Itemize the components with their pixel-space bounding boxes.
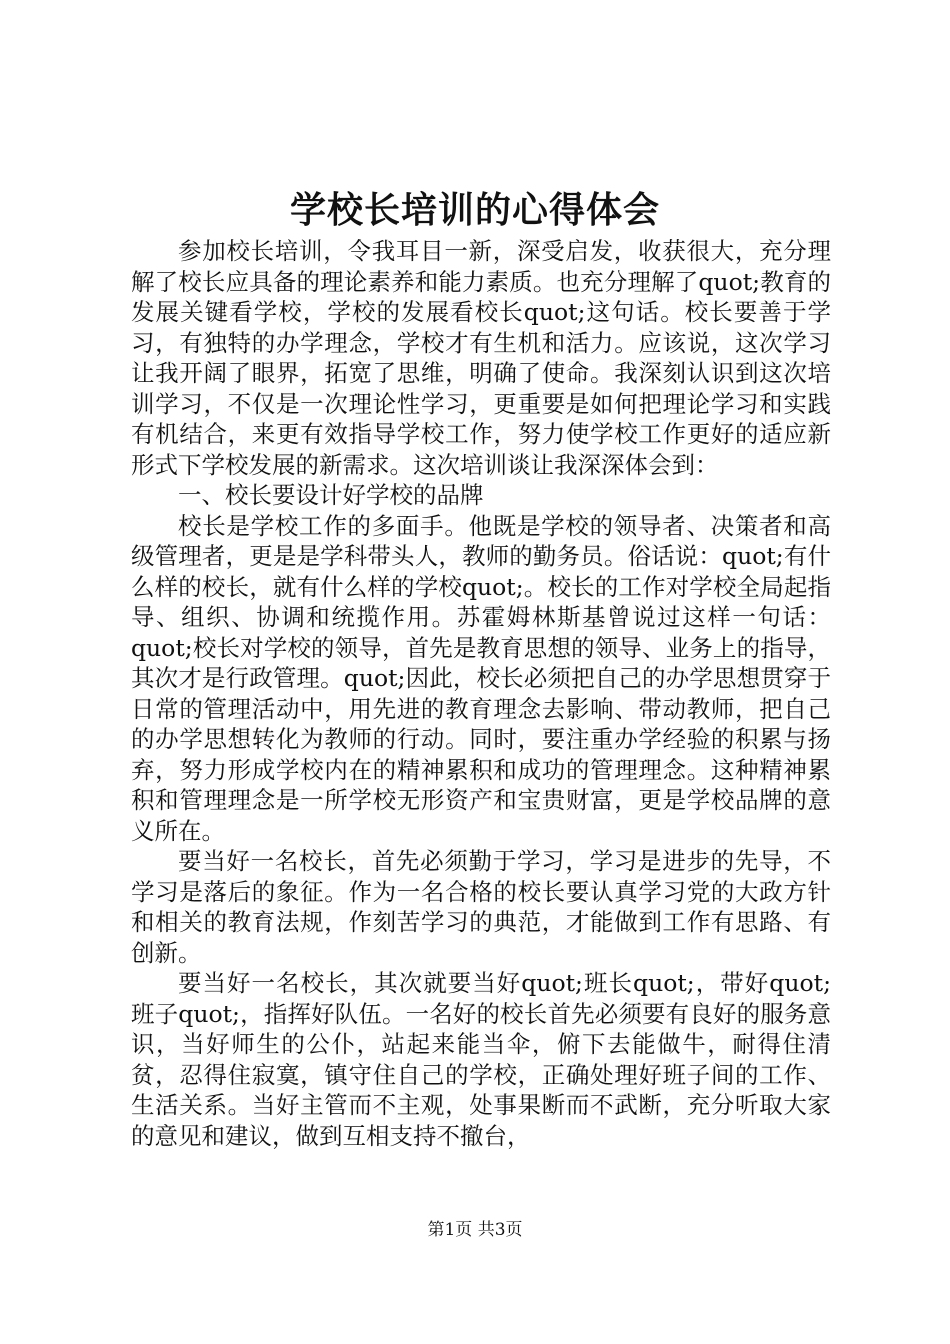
document-title: 学校长培训的心得体会	[289, 189, 660, 231]
paragraph-team-leader: 要当好一名校长，其次就要当好quot;班长quot;，带好quot;班子quot;，指挥好队伍。一名好的校长首先必须要有良好的服务意识，当好师生的公仆，站起来能当伞，俯下去能做牛，耐得住清贫，忍得住寂寞，镇守住自己的学校，正确处理好班子间的工作、生活关系。当好主管而不主观，处事果断而不武断，充分听取大家的意见和建议，做到互相支持不撤台，	[131, 969, 831, 1150]
page-number-footer: 第1页 共3页	[427, 1220, 523, 1240]
document-body	[131, 236, 831, 1151]
paragraph-learning: 要当好一名校长，首先必须勤于学习，学习是进步的先导，不学习是落后的象征。作为一名合格的校长要认真学习党的大政方针和相关的教育法规，作刻苦学习的典范，才能做到工作有思路、有创新。	[131, 847, 831, 967]
paragraph-principal-role: 校长是学校工作的多面手。他既是学校的领导者、决策者和高级管理者，更是是学科带头人，教师的勤务员。俗话说：quot;有什么样的校长，就有什么样的学校quot;。校长的工作对学校全局起指导、组织、协调和统揽作用。苏霍姆林斯基曾说过这样一句话：quot;校长对学校的领导，首先是教育思想的领导、业务上的指导，其次才是行政管理。quot;因此，校长必须把自己的办学思想贯穿于日常的管理活动中，用先进的教育理念去影响、带动教师，把自己的办学思想转化为教师的行动。同时，要注重办学经验的积累与扬弃，努力形成学校内在的精神累积和成功的管理理念。这种精神累积和管理理念是一所学校无形资产和宝贵财富，更是学校品牌的意义所在。	[131, 511, 831, 845]
paragraph-intro: 参加校长培训，令我耳目一新，深受启发，收获很大，充分理解了校长应具备的理论素养和能力素质。也充分理解了quot;教育的发展关键看学校，学校的发展看校长quot;这句话。校长要善于学习，有独特的办学理念，学校才有生机和活力。应该说，这次学习让我开阔了眼界，拓宽了思维，明确了使命。我深刻认识到这次培训学习，不仅是一次理论性学习，更重要是如何把理论学习和实践有机结合，来更有效指导学校工作，努力使学校工作更好的适应新形式下学校发展的新需求。这次培训谈让我深深体会到：	[131, 237, 831, 479]
section-heading: 一、校长要设计好学校的品牌	[178, 481, 484, 509]
